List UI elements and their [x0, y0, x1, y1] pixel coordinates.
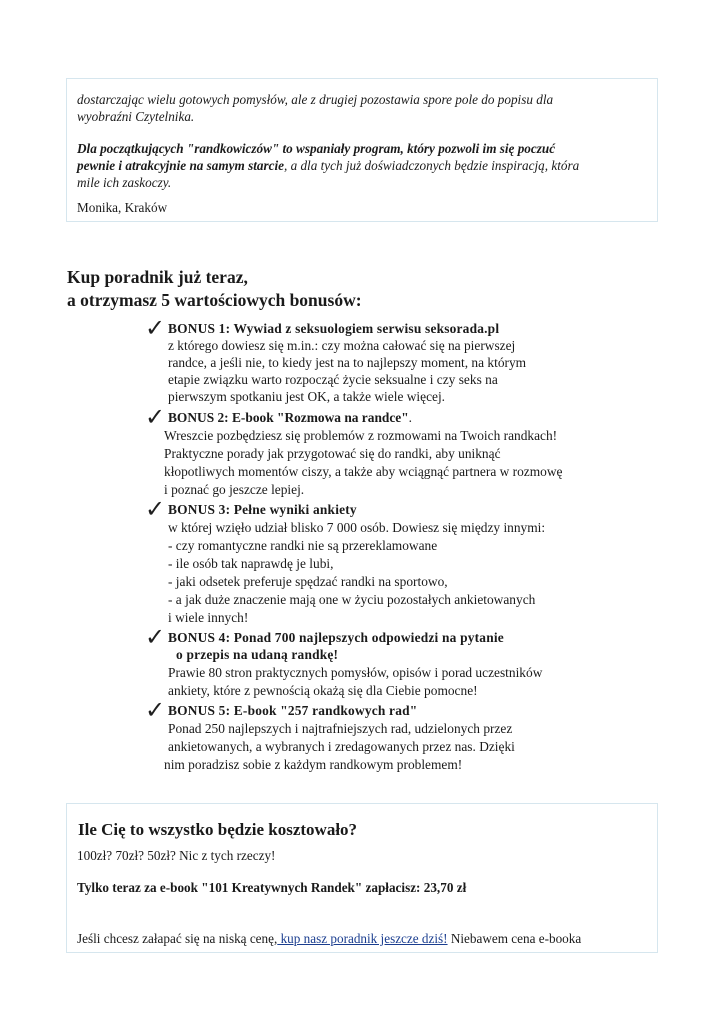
testimonial-mixed-line: [77, 157, 579, 174]
bonus-text-line: pierwszym spotkaniu jest OK, a także wiele więcej.: [168, 389, 446, 404]
testimonial-author: Monika, Kraków: [77, 200, 168, 215]
bonus-text-line: Ponad 250 najlepszych i najtrafniejszych rad, udzielonych przez: [168, 721, 513, 736]
testimonial-text-line: mile ich zaskoczy.: [77, 175, 172, 190]
bonus-text-line: ankiety, które z pewnością okażą się dla Ciebie pomocne!: [168, 683, 478, 698]
bonus-text-line: Wreszcie pozbędziesz się problemów z rozmowami na Twoich randkach!: [164, 428, 558, 443]
checkmark-icon: ✓: [145, 495, 166, 523]
bonus-text-line: nim poradzisz sobie z każdym randkowym problemem!: [164, 757, 463, 772]
bonus-text-line: ankietowanych, a wybranych i zredagowanych przez nas. Dzięki: [168, 739, 515, 754]
bonus-text-line: i poznać go jeszcze lepiej.: [164, 482, 305, 497]
bonus-text-line: z którego dowiesz się m.in.: czy można całować się na pierwszej: [168, 338, 516, 353]
pricing-offer: Tylko teraz za e-book "101 Kreatywnych Randek" zapłacisz: 23,70 zł: [77, 880, 467, 895]
bonus-title: BONUS 3: Pełne wyniki ankiety: [168, 502, 357, 517]
testimonial-text-line: wyobraźni Czytelnika.: [77, 109, 195, 124]
bonus-text-line: kłopotliwych momentów ciszy, a także aby wciągnąć partnera w rozmowę: [164, 464, 563, 479]
bonus-text-line: w której wzięło udział blisko 7 000 osób. Dowiesz się między innymi:: [168, 520, 546, 535]
pricing-heading: Ile Cię to wszystko będzie kosztowało?: [78, 820, 358, 839]
bonus-text-line: - czy romantyczne randki nie są przereklamowane: [168, 538, 438, 553]
bonus-text-line: i wiele innych!: [168, 610, 249, 625]
bonus-title: BONUS 2: E-book "Rozmowa na randce": [168, 410, 409, 425]
bonus-title: BONUS 5: E-book "257 randkowych rad": [168, 703, 418, 718]
promo-heading-line: a otrzymasz 5 wartościowych bonusów:: [67, 290, 362, 310]
promo-heading-line: Kup poradnik już teraz,: [67, 267, 248, 287]
testimonial-text-fragment: , a dla tych już doświadczonych będzie inspiracją, która: [283, 158, 580, 173]
testimonial-highlight-line: Dla początkujących "randkowiczów" to wspaniały program, który pozwoli im się poczuć: [77, 141, 556, 156]
bonus-title-suffix: .: [408, 410, 413, 425]
pricing-cta-text: Niebawem cena e-booka: [447, 931, 582, 946]
bonus-text-line: - ile osób tak naprawdę je lubi,: [168, 556, 334, 571]
testimonial-text-line: dostarczając wielu gotowych pomysłów, ale z drugiej pozostawia spore pole do popisu dla: [77, 92, 554, 107]
pricing-subline: 100zł? 70zł? 50zł? Nic z tych rzeczy!: [77, 848, 276, 863]
pricing-cta-line: [77, 930, 581, 947]
bonus-title: BONUS 4: Ponad 700 najlepszych odpowiedzi na pytanie: [168, 630, 504, 645]
bonus-title-line2: o przepis na udaną randkę!: [176, 647, 339, 662]
checkmark-icon: ✓: [145, 696, 166, 724]
bonus-text-line: - a jak duże znaczenie mają one w życiu pozostałych ankietowanych: [168, 592, 536, 607]
pricing-cta-text: Jeśli chcesz załapać się na niską cenę,: [77, 931, 278, 946]
bonus-text-line: Prawie 80 stron praktycznych pomysłów, opisów i porad uczestników: [168, 665, 543, 680]
bonus-text-line: - jaki odsetek preferuje spędzać randki na sportowo,: [168, 574, 448, 589]
checkmark-icon: ✓: [145, 403, 166, 431]
bonus-text-line: randce, a jeśli nie, to kiedy jest na to najlepszy moment, na którym: [168, 355, 527, 370]
bonus-text-line: etapie związku warto rozpocząć życie seksualne i czy seks na: [168, 372, 498, 387]
testimonial-highlight-fragment: pewnie i atrakcyjnie na samym starcie: [77, 158, 284, 173]
checkmark-icon: ✓: [145, 623, 166, 651]
bonus-text-line: Praktyczne porady jak przygotować się do randki, aby uniknąć: [164, 446, 501, 461]
bonus-title: BONUS 1: Wywiad z seksuologiem serwisu seksorada.pl: [168, 321, 500, 336]
checkmark-icon: ✓: [145, 314, 166, 342]
bonus-title-row: [168, 410, 412, 426]
buy-now-link[interactable]: kup nasz poradnik jeszcze dziś!: [277, 931, 448, 946]
